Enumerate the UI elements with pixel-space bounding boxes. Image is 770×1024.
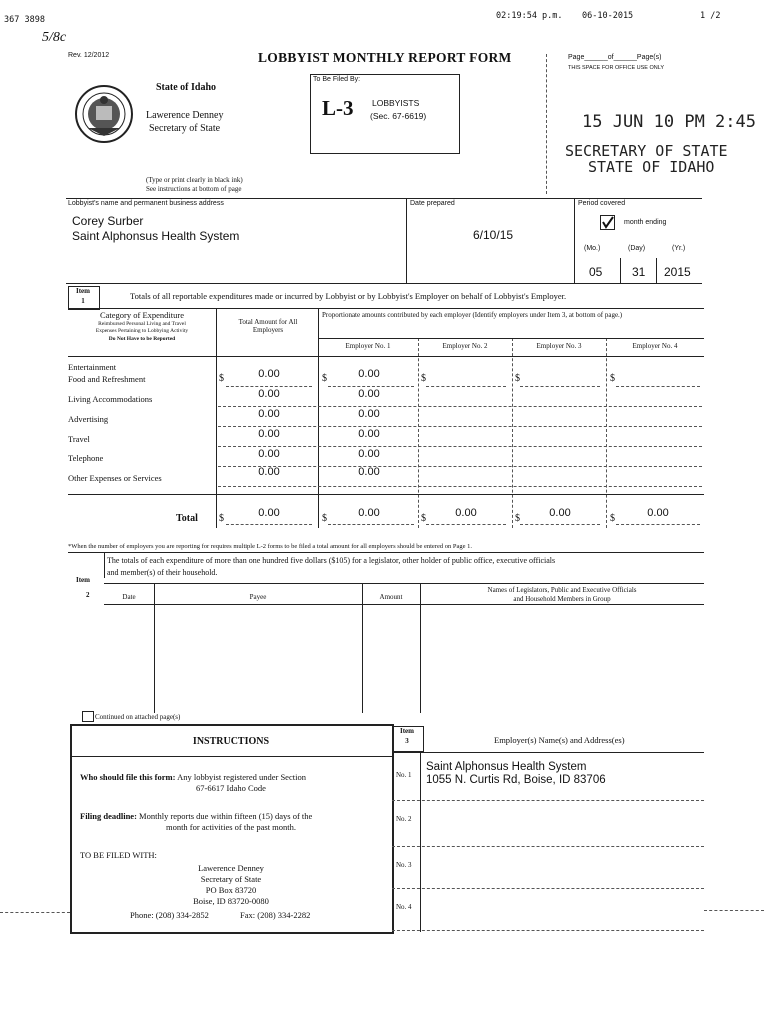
lobbyist-label: Lobbyist's name and permanent business address — [68, 200, 224, 207]
employer-2-header: Employer No. 2 — [442, 342, 488, 350]
item2-word: Item — [76, 576, 90, 584]
who-label: Who should file this form: — [80, 772, 176, 782]
dollar-sign: $ — [610, 373, 615, 384]
employer-2-total[interactable]: 0.00 — [455, 507, 477, 519]
total-amount-cell[interactable]: 0.00 — [258, 466, 280, 478]
date-prepared-label: Date prepared — [410, 200, 455, 207]
total-amount-cell[interactable]: 0.00 — [258, 428, 280, 440]
grand-total[interactable]: 0.00 — [258, 507, 280, 519]
yr-label: (Yr.) — [672, 245, 686, 252]
of-label: of — [607, 54, 614, 61]
officer-name: Lawerence Denney — [146, 110, 224, 121]
employer-3-header: Employer No. 3 — [536, 342, 582, 350]
state-label: State of Idaho — [156, 82, 217, 93]
item3-num: 3 — [405, 737, 409, 745]
employer-3-total[interactable]: 0.00 — [549, 507, 571, 519]
handwritten-note: 5/8c — [42, 30, 67, 45]
office-divider — [546, 54, 547, 194]
dollar-sign: $ — [610, 513, 615, 524]
fax-id: 367 3898 — [4, 15, 45, 25]
continued-checkbox[interactable] — [82, 711, 94, 722]
employer-1-cell[interactable]: 0.00 — [358, 388, 380, 400]
dollar-sign: $ — [421, 373, 426, 384]
lobbyist-org[interactable]: Saint Alphonsus Health System — [72, 229, 240, 243]
pages-label: Page(s) — [636, 54, 662, 61]
who-should-file — [80, 772, 306, 782]
fax-page: 1 /2 — [700, 11, 721, 21]
month-ending-label: month ending — [624, 219, 667, 226]
employer-1-cell[interactable]: 0.00 — [358, 448, 380, 460]
category-advertising: Advertising — [68, 414, 109, 424]
total-amount-header: Total Amount for All Employers — [238, 318, 298, 334]
employer-1-cell[interactable]: 0.00 — [358, 466, 380, 478]
employer-1-cell[interactable]: 0.00 — [358, 368, 380, 380]
employer-1-name[interactable]: Saint Alphonsus Health System — [426, 761, 587, 773]
total-label: Total — [176, 513, 198, 524]
item1-footnote: *When the number of employers you are reporting for requires multiple L-2 forms to be filed a total amount for all employers should be entered on Page 1. — [68, 543, 472, 550]
phone: Phone: (208) 334-2852 — [130, 910, 209, 920]
page-label: Page — [568, 54, 585, 61]
employer-1-cell[interactable]: 0.00 — [358, 408, 380, 420]
total-amount-cell[interactable]: 0.00 — [258, 388, 280, 400]
filed-by-label: To Be Filed By: — [313, 76, 361, 83]
state-seal — [74, 84, 134, 144]
employer-no-3: No. 3 — [396, 861, 412, 869]
employer-1-total[interactable]: 0.00 — [358, 507, 380, 519]
col-names-1: Names of Legislators, Public and Executive Officials — [487, 586, 637, 594]
total-amount-cell[interactable]: 0.00 — [258, 448, 280, 460]
stamp-state: STATE OF IDAHO — [588, 158, 715, 176]
category-food: Food and Refreshment — [68, 374, 146, 384]
period-label: Period covered — [578, 200, 626, 207]
category-sub3: Do Not Have to be Reported — [108, 336, 176, 342]
office-use-label: THIS SPACE FOR OFFICE USE ONLY — [568, 65, 665, 71]
category-entertainment: Entertainment — [68, 362, 117, 372]
category-sub2: Expenses Pertaining to Lobbying Activity — [95, 328, 189, 334]
deadline-text-1: Monthly reports due within fifteen (15) days of the — [139, 811, 313, 821]
continued-label: Continued on attached page(s) — [95, 713, 181, 721]
officer-title: Secretary of State — [149, 123, 221, 134]
who-text-2: 67-6617 Idaho Code — [196, 783, 266, 793]
total-amount-cell[interactable]: 0.00 — [258, 408, 280, 420]
employer-1-header: Employer No. 1 — [345, 342, 391, 350]
col-amount: Amount — [379, 593, 403, 601]
who-text-1: Any lobbyist registered under Section — [177, 772, 306, 782]
fax-date: 06-10-2015 — [582, 11, 634, 21]
period-year[interactable]: 2015 — [664, 265, 691, 279]
fax-time: 02:19:54 p.m. — [496, 11, 563, 21]
proportionate-header: Proportionate amounts contributed by each employer (Identify employers under Item 3, at bottom of page.) — [322, 311, 623, 319]
col-date: Date — [122, 593, 136, 601]
deadline-label: Filing deadline: — [80, 811, 137, 821]
instructions-note: See instructions at bottom of page — [146, 185, 242, 193]
category-header: Category of Expenditure — [99, 310, 185, 320]
employer-4-header: Employer No. 4 — [632, 342, 678, 350]
file-with-label: TO BE FILED WITH: — [80, 850, 157, 860]
stamp-office: SECRETARY OF STATE — [565, 142, 728, 160]
employer-1-cell[interactable]: 0.00 — [358, 428, 380, 440]
dollar-sign: $ — [515, 513, 520, 524]
dollar-sign: $ — [219, 513, 224, 524]
employer-no-2: No. 2 — [396, 815, 412, 823]
col-payee: Payee — [249, 593, 267, 601]
mo-label: (Mo.) — [584, 245, 601, 252]
stamp-date: 15 JUN 10 PM 2:45 — [582, 112, 756, 132]
item3-word: Item — [400, 727, 414, 735]
address-name: Lawerence Denney — [198, 863, 264, 873]
employer-no-4: No. 4 — [396, 903, 412, 911]
revision: Rev. 12/2012 — [68, 52, 110, 59]
item2-num: 2 — [86, 591, 90, 599]
category-living: Living Accommodations — [68, 394, 153, 404]
instructions-title: INSTRUCTIONS — [192, 736, 270, 747]
filing-deadline — [80, 811, 312, 821]
address-title: Secretary of State — [200, 874, 262, 884]
item1-num: 1 — [81, 297, 85, 305]
deadline-text-2: month for activities of the past month. — [165, 822, 297, 832]
page-field[interactable]: Page______of______Page(s) — [568, 54, 662, 61]
address-city: Boise, ID 83720-0080 — [193, 896, 269, 906]
form-type: LOBBYISTS — [372, 98, 420, 108]
item1-word: Item — [76, 287, 90, 295]
dollar-sign: $ — [322, 513, 327, 524]
period-day[interactable]: 31 — [632, 265, 646, 279]
item2-heading-2: and member(s) of their household. — [107, 568, 218, 577]
dollar-sign: $ — [322, 373, 327, 384]
employer-no-1: No. 1 — [396, 771, 412, 779]
date-prepared[interactable]: 6/10/15 — [473, 228, 514, 242]
item2-heading-1: The totals of each expenditure of more than one hundred five dollars ($105) for a legislator, other holder of public office, executive officials — [107, 556, 556, 565]
item3-heading: Employer(s) Name(s) and Address(es) — [494, 735, 625, 745]
employer-4-total[interactable]: 0.00 — [647, 507, 669, 519]
item1-heading: Totals of all reportable expenditures made or incurred by Lobbyist or by Lobbyist's Employer on behalf of Lobbyist's Employer. — [130, 291, 567, 301]
employer-1-address[interactable]: 1055 N. Curtis Rd, Boise, ID 83706 — [426, 774, 606, 786]
address-po: PO Box 83720 — [205, 885, 257, 895]
day-label: (Day) — [628, 245, 646, 252]
lobbyist-name[interactable]: Corey Surber — [72, 214, 144, 228]
category-other: Other Expenses or Services — [68, 473, 162, 483]
category-travel: Travel — [68, 434, 90, 444]
form-title: LOBBYIST MONTHLY REPORT FORM — [258, 50, 512, 65]
col-names-2: and Household Members in Group — [513, 595, 611, 603]
total-amount-cell[interactable]: 0.00 — [258, 368, 280, 380]
form-code: L-3 — [322, 96, 354, 120]
fax-number: Fax: (208) 334-2282 — [240, 910, 311, 920]
dollar-sign: $ — [421, 513, 426, 524]
month-ending-checkbox[interactable] — [600, 215, 615, 230]
form-section: (Sec. 67-6619) — [370, 111, 427, 121]
category-telephone: Telephone — [68, 453, 104, 463]
category-sub1: Reimbursed Personal Living and Travel — [98, 321, 186, 327]
dollar-sign: $ — [515, 373, 520, 384]
dollar-sign: $ — [219, 373, 224, 384]
type-print-note: (Type or print clearly in black ink) — [146, 176, 243, 184]
period-month[interactable]: 05 — [589, 265, 603, 279]
